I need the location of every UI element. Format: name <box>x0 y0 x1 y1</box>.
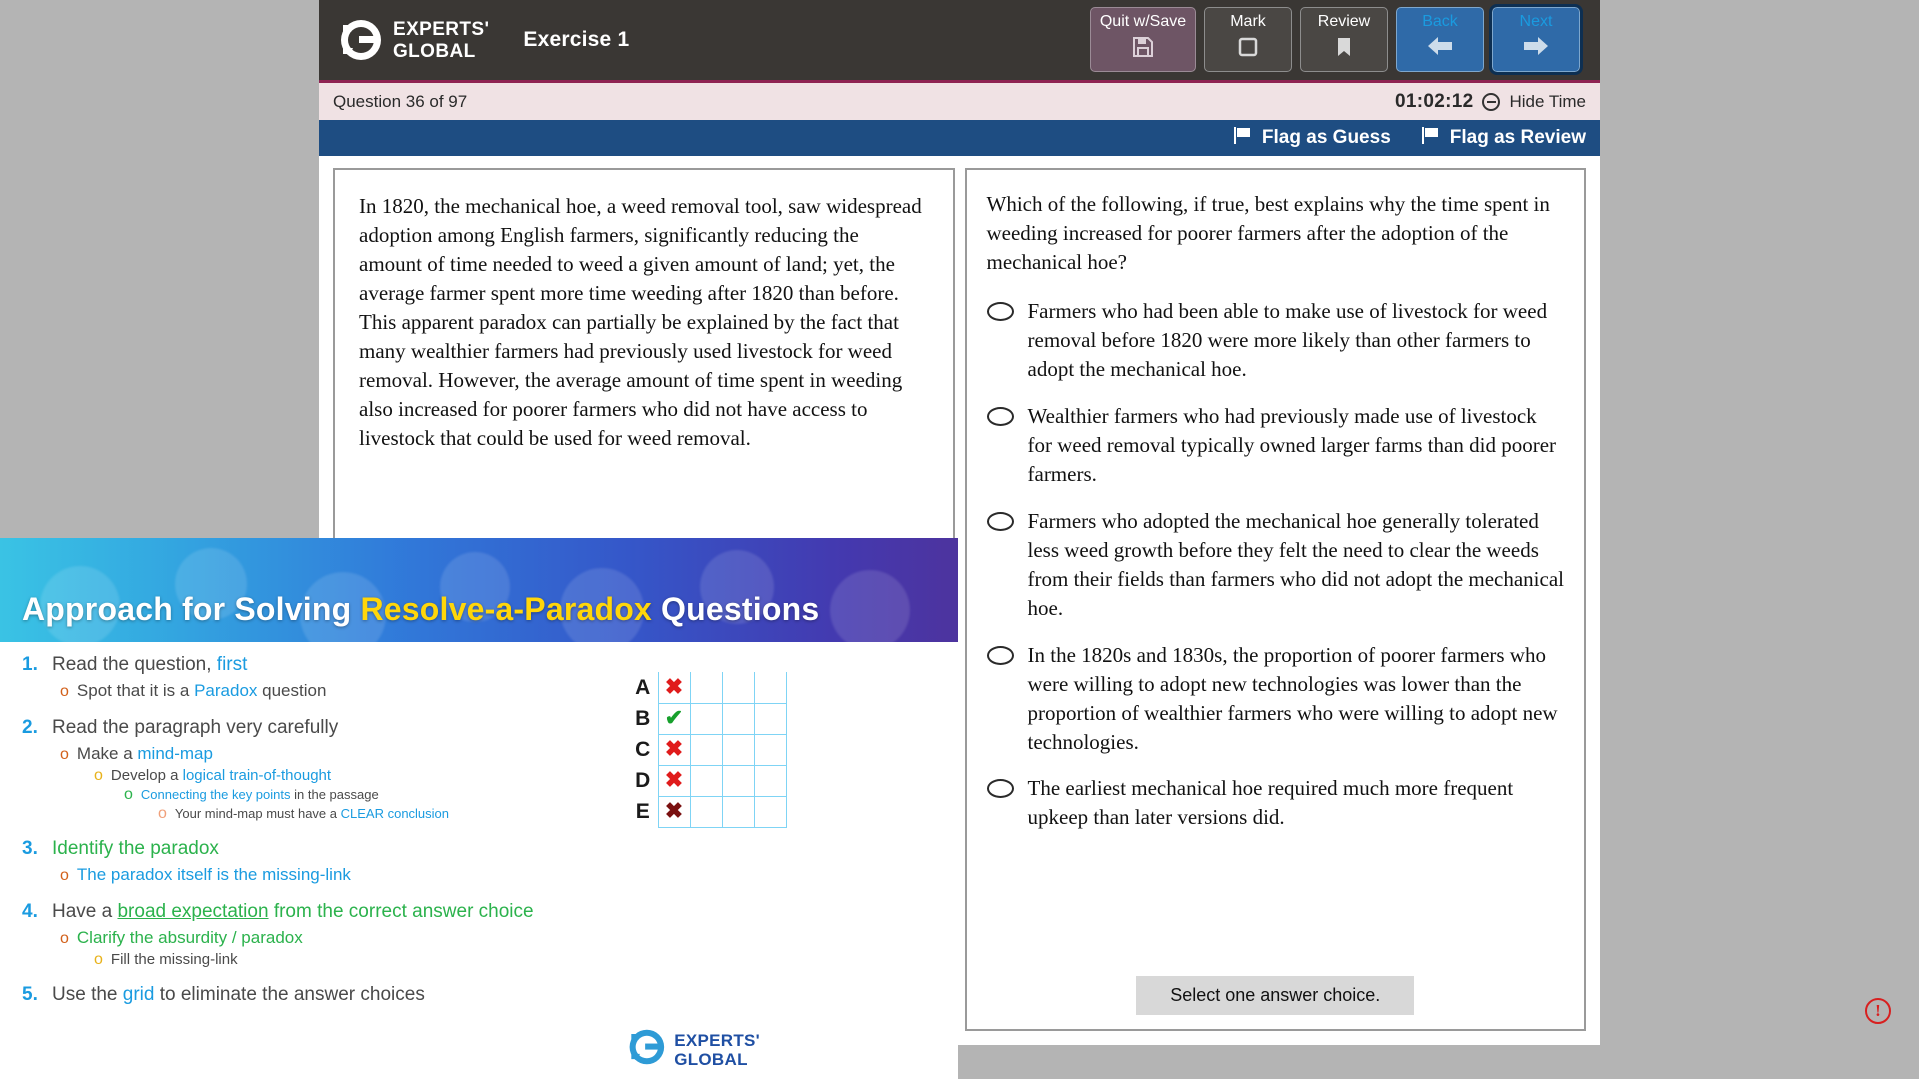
grid-cell[interactable] <box>754 734 786 765</box>
answer-choices <box>987 297 1567 833</box>
grid-row <box>628 672 786 703</box>
elimination-grid <box>628 672 828 832</box>
step-4-sub-1 <box>10 928 640 948</box>
step-3-sub-1-text: The paradox itself is the missing-link <box>76 865 351 884</box>
question-stem: Which of the following, if true, best explains why the time spent in weeding increased for poorer farmers after the adoption of the mechanical hoe? <box>986 192 1550 274</box>
step-3 <box>10 838 640 860</box>
t-a: Your mind-map must have a <box>174 806 341 821</box>
grid-cell[interactable] <box>722 796 754 827</box>
approach-slide-overlay <box>0 538 958 1079</box>
slide-title-part1: Approach for Solving <box>22 591 361 627</box>
step-5 <box>10 984 640 1006</box>
next-label: Next <box>1519 13 1553 30</box>
grid-cell[interactable] <box>690 672 722 703</box>
step-2-sub-2-text <box>111 767 331 784</box>
step-2-number: 2. <box>22 717 38 738</box>
grid-cell[interactable] <box>722 672 754 703</box>
arrow-left-icon <box>1427 36 1453 61</box>
grid-cell[interactable] <box>754 672 786 703</box>
flag-as-guess-button[interactable] <box>1233 126 1391 151</box>
grid-row <box>628 765 786 796</box>
answer-choice-label: In the 1820s and 1830s, the proportion of poorer farmers who were willing to adopt new technologies was lower than the proportion of wealthier farmers who were willing to adopt new technologies. <box>1027 642 1558 754</box>
spacer <box>10 885 640 901</box>
bullet-circle-icon: o <box>60 746 69 763</box>
step-4-sub-2 <box>10 951 640 968</box>
bullet-circle-icon: o <box>94 951 103 968</box>
grid-cell[interactable] <box>754 703 786 734</box>
quit-with-save-label: Quit w/Save <box>1099 13 1187 30</box>
slide-title-highlight: Resolve-a-Paradox <box>360 591 652 627</box>
t-a: Develop a <box>110 767 183 784</box>
elimination-grid-table <box>628 672 787 828</box>
slide-body <box>0 642 958 1079</box>
t-a: Connecting the key points <box>140 787 291 802</box>
grid-row <box>628 703 786 734</box>
brand-wordmark <box>393 20 489 61</box>
hide-time-button[interactable]: Hide Time <box>1509 91 1586 111</box>
back-label: Back <box>1422 13 1458 30</box>
step-5-text <box>52 984 425 1006</box>
radio-button[interactable] <box>987 512 1014 531</box>
grid-row <box>628 734 786 765</box>
answer-choice[interactable] <box>987 297 1567 384</box>
step-4-sub-1-text: Clarify the absurdity / paradox <box>76 928 303 947</box>
slide-title-part2: Questions <box>651 591 820 627</box>
check-icon: ✔ <box>664 705 684 730</box>
step-4 <box>10 901 640 923</box>
step-2 <box>10 717 640 739</box>
step-4-sub-2-text: Fill the missing-link <box>110 951 238 968</box>
step-2-text: Read the paragraph very carefully <box>52 717 339 738</box>
step-3-number: 3. <box>22 838 38 859</box>
step-2-sub-4 <box>10 806 640 822</box>
t-c: question <box>257 681 327 700</box>
t-a: Spot that it is a <box>76 681 195 700</box>
grid-row-label: C <box>635 737 651 761</box>
cross-icon: ✖ <box>664 736 684 761</box>
grid-cell[interactable] <box>722 765 754 796</box>
grid-cell[interactable] <box>690 765 722 796</box>
flag-bar <box>319 120 1600 156</box>
question-panel <box>965 168 1587 1031</box>
radio-button[interactable] <box>987 407 1014 426</box>
flag-as-guess-label: Flag as Guess <box>1261 127 1391 148</box>
spacer <box>10 701 640 717</box>
step-1-sub-1 <box>10 681 640 701</box>
back-button[interactable] <box>1396 7 1484 72</box>
step-1-text-plain: Read the question, <box>52 654 217 675</box>
step-2-sub-1-text <box>77 744 213 764</box>
passage-text: In 1820, the mechanical hoe, a weed removal tool, saw widespread adoption among English farmers, significantly reducing the amount of time needed to weed a given amount of land; yet, the average farmer spent more time weeding after 1820 than before. This apparent paradox can partially be explained by the fact that many wealthier farmers had previously used livestock for weed removal. However, the average amount of time spent in weeding also increased for poorer farmers who did not have access to livestock that could be used for weed removal. <box>359 194 922 450</box>
step-4-number: 4. <box>22 901 38 922</box>
cross-icon: ✖ <box>664 767 684 792</box>
grid-row-label: D <box>635 768 651 792</box>
cross-icon: ✖ <box>664 798 684 823</box>
app-header <box>319 0 1600 80</box>
brand-line-2: GLOBAL <box>393 40 476 62</box>
answer-choice[interactable] <box>987 402 1567 489</box>
mark-button[interactable] <box>1204 7 1292 72</box>
grid-cell-mark[interactable] <box>658 796 690 827</box>
grid-row-label: B <box>635 706 651 730</box>
timer-value: 01:02:12 <box>1395 90 1474 112</box>
grid-cell[interactable] <box>754 796 786 827</box>
step-2-sub-2 <box>10 767 640 784</box>
mark-label: Mark <box>1230 13 1266 30</box>
t-b: broad expectation <box>117 901 269 922</box>
warning-glyph: ! <box>1875 1001 1881 1020</box>
cross-icon: ✖ <box>664 673 684 699</box>
answer-choice-label: Wealthier farmers who had previously made use of livestock for weed removal typically owned larger farms than did poorer farmers. <box>1027 403 1557 486</box>
bullet-circle-icon: o <box>158 805 167 822</box>
step-1-text <box>52 654 247 676</box>
flag-as-review-button[interactable] <box>1421 126 1586 151</box>
grid-cell[interactable] <box>722 703 754 734</box>
answer-choice-label: Farmers who had been able to make use of livestock for weed removal before 1820 were more likely than other farmers to adopt the mechanical hoe. <box>1027 298 1548 381</box>
t-b: grid <box>122 984 155 1005</box>
spacer <box>10 968 640 984</box>
radio-button[interactable] <box>987 779 1014 798</box>
t-a: Make a <box>76 744 138 763</box>
warning-icon[interactable] <box>1865 998 1891 1024</box>
header-actions <box>1090 7 1580 72</box>
approach-steps <box>0 654 640 1006</box>
step-2-sub-4-text <box>175 806 449 821</box>
next-button[interactable] <box>1492 7 1580 72</box>
t-b: in the passage <box>290 787 379 802</box>
radio-button[interactable] <box>987 646 1014 665</box>
grid-cell[interactable] <box>690 796 722 827</box>
t-c: to eliminate the answer choices <box>154 984 425 1005</box>
spacer <box>10 822 640 838</box>
brand-logo <box>337 18 489 62</box>
slide-title <box>22 591 819 628</box>
answer-choice[interactable] <box>987 774 1567 832</box>
step-1 <box>10 654 640 676</box>
review-button[interactable] <box>1300 7 1388 72</box>
step-2-sub-3-text <box>141 787 379 802</box>
brand-line-1: EXPERTS' <box>393 18 490 40</box>
bullet-circle-icon: o <box>60 930 69 947</box>
bookmark-icon <box>1333 36 1355 63</box>
bullet-circle-icon: o <box>124 786 133 803</box>
review-label: Review <box>1317 13 1371 30</box>
t-c: from the correct answer choice <box>268 901 534 922</box>
select-one-answer-note <box>967 976 1585 1015</box>
grid-cell-mark[interactable] <box>658 703 690 734</box>
t-b: mind-map <box>137 744 213 763</box>
t-a: Have a <box>52 901 118 922</box>
bullet-circle-icon: o <box>60 867 69 884</box>
step-4-text <box>52 901 534 923</box>
grid-cell[interactable] <box>690 703 722 734</box>
flag-icon <box>1421 126 1441 151</box>
quit-with-save-button[interactable] <box>1090 7 1196 72</box>
step-1-text-highlight: first <box>216 654 248 675</box>
step-5-number: 5. <box>22 984 38 1005</box>
circle-minus-icon[interactable] <box>1482 93 1500 111</box>
step-1-sub-1-text <box>77 681 327 701</box>
grid-cell[interactable] <box>754 765 786 796</box>
t-b: CLEAR conclusion <box>340 806 450 821</box>
experts-global-logo-icon <box>626 1028 666 1071</box>
question-status-bar <box>319 80 1600 120</box>
answer-choice[interactable] <box>987 507 1567 623</box>
grid-row-label: E <box>635 799 650 823</box>
grid-cell[interactable] <box>690 734 722 765</box>
step-3-text: Identify the paradox <box>52 838 219 859</box>
flag-icon <box>1233 126 1253 151</box>
answer-choice-label: The earliest mechanical hoe required much more frequent upkeep than later versions did. <box>1027 776 1514 830</box>
grid-cell[interactable] <box>722 734 754 765</box>
t-b: logical train-of-thought <box>182 767 332 784</box>
slide-footer-logo <box>626 1028 760 1071</box>
square-icon <box>1237 36 1259 63</box>
flag-as-review-label: Flag as Review <box>1449 127 1586 148</box>
exercise-title: Exercise 1 <box>523 28 630 51</box>
radio-button[interactable] <box>987 302 1014 321</box>
question-counter: Question 36 of 97 <box>333 91 468 111</box>
grid-cell-mark[interactable] <box>658 734 690 765</box>
experts-global-logo-icon <box>337 18 383 62</box>
step-2-sub-3 <box>10 787 640 803</box>
step-2-sub-1 <box>10 744 640 764</box>
floppy-disk-icon <box>1132 36 1154 63</box>
footer-brand-line-2: GLOBAL <box>674 1049 748 1069</box>
question-panel-inner <box>967 170 1585 832</box>
t-b: Paradox <box>194 681 258 700</box>
bullet-circle-icon: o <box>60 683 69 700</box>
arrow-right-icon <box>1523 36 1549 61</box>
timer-group <box>1395 91 1586 113</box>
footer-wordmark <box>674 1032 760 1068</box>
t-a: Use the <box>52 984 123 1005</box>
step-1-number: 1. <box>22 654 38 675</box>
footer-brand-line-1: EXPERTS' <box>674 1030 760 1050</box>
grid-row <box>628 796 786 827</box>
slide-banner <box>0 538 958 642</box>
grid-row-label: A <box>635 675 651 699</box>
select-one-answer-label: Select one answer choice. <box>1136 976 1414 1015</box>
answer-choice-label: Farmers who adopted the mechanical hoe generally tolerated less weed growth before they felt the need to clear the weeds from their fields than farmers who did not adopt the mechanical hoe. <box>1027 508 1564 620</box>
grid-cell-mark[interactable] <box>658 672 690 703</box>
answer-choice[interactable] <box>987 641 1567 757</box>
grid-cell-mark[interactable] <box>658 765 690 796</box>
step-3-sub-1 <box>10 865 640 885</box>
bullet-circle-icon: o <box>94 767 103 784</box>
